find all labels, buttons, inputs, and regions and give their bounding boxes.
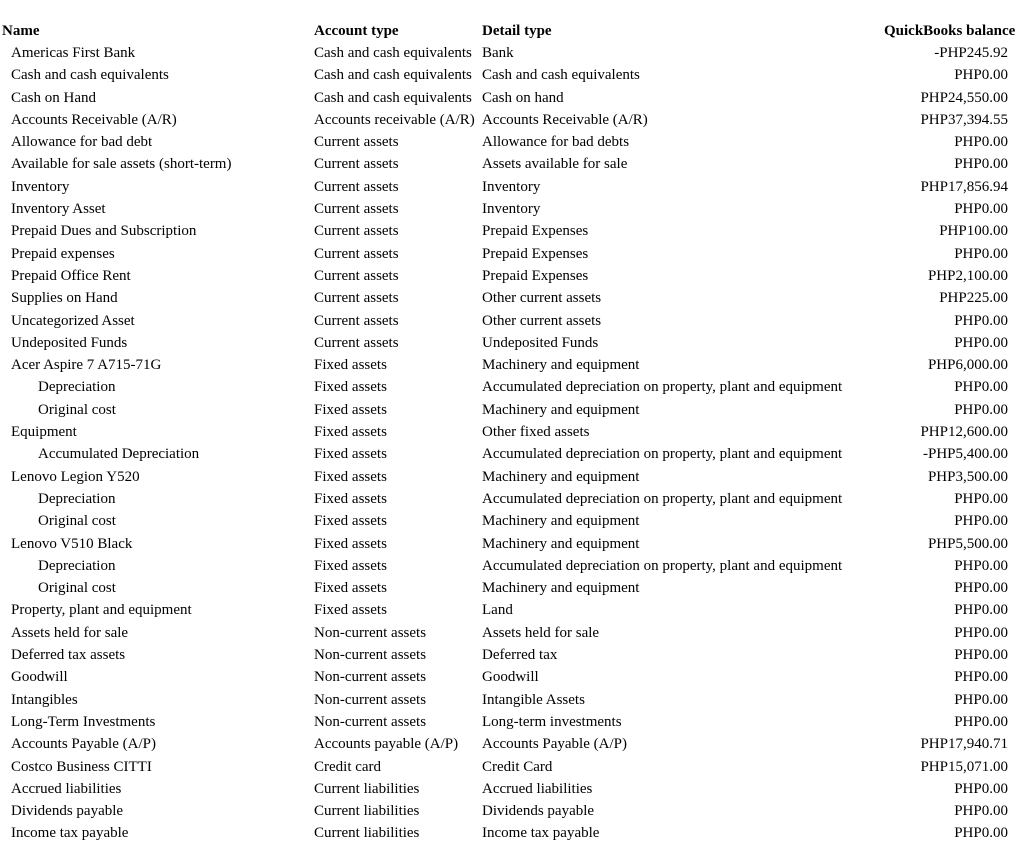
balance-cell: PHP0.00 — [954, 825, 1008, 842]
table-body — [0, 42, 1029, 845]
balance-cell: PHP0.00 — [954, 245, 1008, 262]
detail-type-cell: Machinery and equipment — [482, 401, 640, 418]
table-row — [0, 287, 1029, 309]
detail-type-cell: Deferred tax — [482, 647, 558, 664]
balance-cell: PHP0.00 — [954, 401, 1008, 418]
table-row — [0, 220, 1029, 242]
account-type-cell: Accounts receivable (A/R) — [314, 111, 475, 128]
column-header-detail-type: Detail type — [482, 23, 552, 39]
account-name-cell: Property, plant and equipment — [11, 602, 192, 619]
detail-type-cell: Goodwill — [482, 669, 539, 686]
account-type-cell: Current liabilities — [314, 803, 420, 820]
account-type-cell: Fixed assets — [314, 446, 387, 463]
table-row — [0, 376, 1029, 398]
account-name-cell: Americas First Bank — [11, 45, 136, 61]
detail-type-cell: Other current assets — [482, 312, 602, 329]
detail-type-cell: Intangible Assets — [482, 691, 585, 708]
account-name-cell: Lenovo V510 Black — [11, 535, 133, 552]
balance-cell: PHP15,071.00 — [920, 758, 1008, 775]
detail-type-cell: Machinery and equipment — [482, 535, 640, 552]
account-type-cell: Fixed assets — [314, 513, 387, 530]
detail-type-cell: Other current assets — [482, 290, 602, 307]
account-type-cell: Current assets — [314, 245, 399, 262]
table-row — [0, 666, 1029, 688]
account-type-cell: Fixed assets — [314, 580, 387, 597]
column-header-name: Name — [2, 23, 40, 39]
table-row — [0, 421, 1029, 443]
balance-cell: PHP0.00 — [954, 67, 1008, 84]
detail-type-cell: Accrued liabilities — [482, 780, 593, 797]
table-row — [0, 42, 1029, 64]
detail-type-cell: Undeposited Funds — [482, 334, 599, 351]
account-name-cell: Undeposited Funds — [11, 334, 128, 351]
account-type-cell: Fixed assets — [314, 379, 387, 396]
account-type-cell: Cash and cash equivalents — [314, 89, 472, 106]
account-name-cell: Dividends payable — [11, 803, 124, 820]
account-type-cell: Non-current assets — [314, 624, 427, 641]
account-name-cell: Cash and cash equivalents — [11, 67, 169, 84]
account-name-cell: Depreciation — [38, 490, 116, 507]
detail-type-cell: Accounts Receivable (A/R) — [482, 111, 648, 128]
account-type-cell: Credit card — [314, 758, 382, 775]
detail-type-cell: Prepaid Expenses — [482, 223, 589, 240]
account-name-cell: Cash on Hand — [11, 89, 96, 106]
detail-type-cell: Assets held for sale — [482, 624, 600, 641]
account-type-cell: Non-current assets — [314, 713, 427, 730]
balance-cell: -PHP5,400.00 — [922, 446, 1008, 463]
table-row — [0, 577, 1029, 599]
balance-cell: PHP2,100.00 — [927, 267, 1008, 284]
detail-type-cell: Prepaid Expenses — [482, 245, 589, 262]
table-row — [0, 599, 1029, 621]
table-row — [0, 711, 1029, 733]
table-row — [0, 644, 1029, 666]
detail-type-cell: Machinery and equipment — [482, 580, 640, 597]
balance-cell: -PHP245.92 — [934, 45, 1008, 61]
table-row — [0, 310, 1029, 332]
balance-cell: PHP0.00 — [954, 669, 1008, 686]
balance-cell: PHP6,000.00 — [927, 357, 1008, 374]
balance-cell: PHP225.00 — [939, 290, 1008, 307]
balance-cell: PHP0.00 — [954, 624, 1008, 641]
account-name-cell: Prepaid Office Rent — [11, 267, 131, 284]
account-type-cell: Fixed assets — [314, 424, 387, 441]
balance-cell: PHP0.00 — [954, 691, 1008, 708]
table-row — [0, 689, 1029, 711]
balance-cell: PHP17,940.71 — [920, 736, 1008, 753]
detail-type-cell: Other fixed assets — [482, 424, 590, 441]
account-name-cell: Accumulated Depreciation — [38, 446, 200, 463]
table-row — [0, 510, 1029, 532]
table-row — [0, 533, 1029, 555]
account-type-cell: Cash and cash equivalents — [314, 45, 472, 61]
detail-type-cell: Inventory — [482, 201, 541, 218]
account-name-cell: Available for sale assets (short-term) — [11, 156, 232, 173]
balance-cell: PHP37,394.55 — [920, 111, 1008, 128]
account-name-cell: Accrued liabilities — [11, 780, 122, 797]
detail-type-cell: Machinery and equipment — [482, 513, 640, 530]
account-type-cell: Current assets — [314, 223, 399, 240]
table-row — [0, 176, 1029, 198]
table-row — [0, 733, 1029, 755]
account-type-cell: Current assets — [314, 178, 399, 195]
balance-cell: PHP100.00 — [939, 223, 1008, 240]
account-type-cell: Fixed assets — [314, 490, 387, 507]
account-name-cell: Prepaid expenses — [11, 245, 115, 262]
balance-cell: PHP0.00 — [954, 334, 1008, 351]
table-header — [0, 20, 1029, 42]
table-row — [0, 822, 1029, 844]
balance-cell: PHP0.00 — [954, 803, 1008, 820]
balance-cell: PHP0.00 — [954, 312, 1008, 329]
detail-type-cell: Credit Card — [482, 758, 553, 775]
detail-type-cell: Prepaid Expenses — [482, 267, 589, 284]
table-row — [0, 399, 1029, 421]
account-name-cell: Depreciation — [38, 557, 116, 574]
detail-type-cell: Cash on hand — [482, 89, 564, 106]
table-row — [0, 800, 1029, 822]
account-name-cell: Original cost — [38, 513, 116, 530]
balance-cell: PHP3,500.00 — [927, 468, 1008, 485]
account-type-cell: Current assets — [314, 156, 399, 173]
account-name-cell: Intangibles — [11, 691, 78, 708]
account-name-cell: Original cost — [38, 401, 116, 418]
balance-cell: PHP0.00 — [954, 513, 1008, 530]
table-row — [0, 488, 1029, 510]
account-name-cell: Depreciation — [38, 379, 116, 396]
detail-type-cell: Bank — [482, 45, 514, 61]
table-row — [0, 198, 1029, 220]
account-name-cell: Assets held for sale — [11, 624, 129, 641]
account-name-cell: Uncategorized Asset — [11, 312, 135, 329]
account-name-cell: Allowance for bad debt — [11, 134, 153, 151]
balance-cell: PHP0.00 — [954, 580, 1008, 597]
account-name-cell: Inventory Asset — [11, 201, 106, 218]
table-row — [0, 243, 1029, 265]
account-name-cell: Goodwill — [11, 669, 68, 686]
account-type-cell: Non-current assets — [314, 669, 427, 686]
account-type-cell: Cash and cash equivalents — [314, 67, 472, 84]
account-name-cell: Equipment — [11, 424, 77, 441]
detail-type-cell: Cash and cash equivalents — [482, 67, 640, 84]
account-type-cell: Fixed assets — [314, 535, 387, 552]
account-type-cell: Current assets — [314, 134, 399, 151]
detail-type-cell: Accumulated depreciation on property, plant and equipment — [482, 379, 843, 396]
detail-type-cell: Accumulated depreciation on property, plant and equipment — [482, 557, 843, 574]
table-row — [0, 622, 1029, 644]
balance-cell: PHP0.00 — [954, 647, 1008, 664]
column-header-quickbooks-balance: QuickBooks balance — [884, 23, 1016, 39]
detail-type-cell: Inventory — [482, 178, 541, 195]
detail-type-cell: Machinery and equipment — [482, 468, 640, 485]
account-type-cell: Fixed assets — [314, 357, 387, 374]
column-header-account-type: Account type — [314, 23, 399, 39]
account-type-cell: Fixed assets — [314, 602, 387, 619]
account-type-cell: Fixed assets — [314, 468, 387, 485]
account-type-cell: Current liabilities — [314, 825, 420, 842]
balance-cell: PHP0.00 — [954, 713, 1008, 730]
account-name-cell: Prepaid Dues and Subscription — [11, 223, 197, 240]
account-name-cell: Deferred tax assets — [11, 647, 126, 664]
table-row — [0, 332, 1029, 354]
account-name-cell: Long-Term Investments — [11, 713, 156, 730]
account-type-cell: Non-current assets — [314, 691, 427, 708]
account-name-cell: Inventory — [11, 178, 70, 195]
account-type-cell: Accounts payable (A/P) — [314, 736, 459, 753]
balance-cell: PHP0.00 — [954, 780, 1008, 797]
detail-type-cell: Long-term investments — [482, 713, 622, 730]
table-row — [0, 354, 1029, 376]
detail-type-cell: Accumulated depreciation on property, plant and equipment — [482, 446, 843, 463]
account-type-cell: Fixed assets — [314, 401, 387, 418]
account-name-cell: Income tax payable — [11, 825, 129, 842]
account-type-cell: Fixed assets — [314, 557, 387, 574]
detail-type-cell: Accounts Payable (A/P) — [482, 736, 627, 753]
balance-cell: PHP24,550.00 — [920, 89, 1008, 106]
account-type-cell: Current assets — [314, 290, 399, 307]
balance-cell: PHP0.00 — [954, 379, 1008, 396]
balance-cell: PHP12,600.00 — [920, 424, 1008, 441]
account-name-cell: Accounts Payable (A/P) — [11, 736, 156, 753]
account-name-cell: Lenovo Legion Y520 — [11, 468, 140, 485]
table-row — [0, 87, 1029, 109]
table-row — [0, 756, 1029, 778]
account-name-cell: Acer Aspire 7 A715-71G — [11, 357, 162, 374]
detail-type-cell: Income tax payable — [482, 825, 600, 842]
detail-type-cell: Land — [482, 602, 513, 619]
detail-type-cell: Accumulated depreciation on property, plant and equipment — [482, 490, 843, 507]
detail-type-cell: Dividends payable — [482, 803, 595, 820]
account-type-cell: Current assets — [314, 334, 399, 351]
detail-type-cell: Machinery and equipment — [482, 357, 640, 374]
table-row — [0, 64, 1029, 86]
account-type-cell: Current liabilities — [314, 780, 420, 797]
table-row — [0, 153, 1029, 175]
balance-cell: PHP0.00 — [954, 557, 1008, 574]
balance-cell: PHP5,500.00 — [927, 535, 1008, 552]
table-row — [0, 265, 1029, 287]
balance-cell: PHP0.00 — [954, 201, 1008, 218]
account-type-cell: Current assets — [314, 267, 399, 284]
account-type-cell: Current assets — [314, 312, 399, 329]
balance-cell: PHP0.00 — [954, 490, 1008, 507]
account-name-cell: Accounts Receivable (A/R) — [11, 111, 177, 128]
account-name-cell: Supplies on Hand — [11, 290, 118, 307]
account-name-cell: Costco Business CITTI — [11, 758, 152, 775]
table-row — [0, 778, 1029, 800]
account-type-cell: Current assets — [314, 201, 399, 218]
balance-cell: PHP0.00 — [954, 156, 1008, 173]
account-name-cell: Original cost — [38, 580, 116, 597]
balance-cell: PHP17,856.94 — [920, 178, 1008, 195]
detail-type-cell: Assets available for sale — [482, 156, 628, 173]
balance-cell: PHP0.00 — [954, 134, 1008, 151]
detail-type-cell: Allowance for bad debts — [482, 134, 630, 151]
table-row — [0, 131, 1029, 153]
table-row — [0, 109, 1029, 131]
table-row — [0, 443, 1029, 465]
table-row — [0, 466, 1029, 488]
balance-cell: PHP0.00 — [954, 602, 1008, 619]
account-type-cell: Non-current assets — [314, 647, 427, 664]
table-row — [0, 555, 1029, 577]
